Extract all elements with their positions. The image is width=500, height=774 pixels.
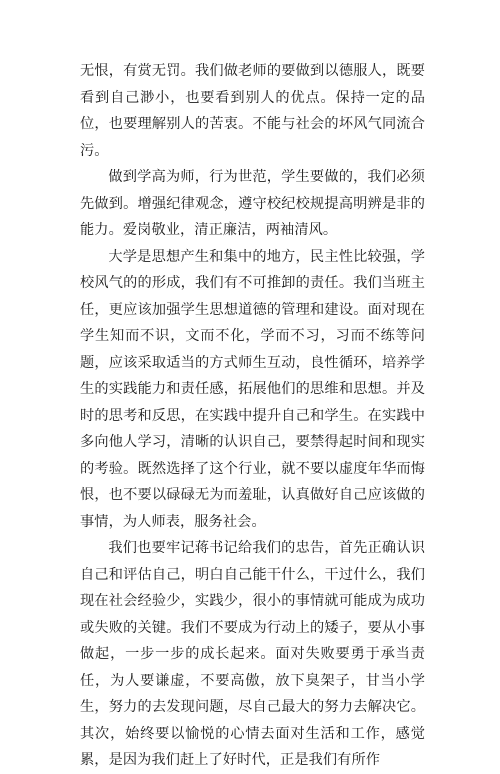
- paragraph-1: 无恨，有赏无罚。我们做老师的要做到以德服人，既要看到自己渺小，也要看到别人的优点。保持一定的品位，也要理解别人的苦衷。不能与社会的坏风气同流合污。: [80, 63, 425, 159]
- document-body: [80, 58, 425, 774]
- paragraph-3: 大学是思想产生和集中的地方，民主性比较强，学校风气的的形成，我们有不可推卸的责任。我们当班主任，更应该加强学生思想道德的管理和建设。面对现在学生知而不识，文而不化，学而不习，习而不练等问题，应该采取适当的方式师生互动，良性循环，培养学生的实践能力和责任感，拓展他们的思维和思想。并及时的思考和反思，在实践中提升自己和学生。在实践中多向他人学习，清晰的认识自己，要禁得起时间和现实的考验。既然选择了这个行业，就不要以虚度年华而悔恨，也不要以碌碌无为而羞耻，认真做好自己应该做的事情，为人师表，服务社会。: [80, 248, 425, 530]
- paragraph-2: 做到学高为师，行为世范，学生要做的，我们必须先做到。增强纪律观念，遵守校纪校规提高明辨是非的能力。爱岗敬业，清正廉洁，两袖清风。: [80, 169, 425, 238]
- paragraph-4: 我们也要牢记蒋书记给我们的忠告，首先正确认识自己和评估自己，明白自己能干什么，干过什么，我们现在社会经验少，实践少，很小的事情就可能成为成功或失败的关键。我们不要成为行动上的矮子，要从小事做起，一步一步的成长起来。面对失败要勇于承当责任，为人要谦虚，不要高傲，放下臭架子，甘当小学生，努力的去发现问题，尽自己最大的努力去解决它。其次，始终要以愉悦的心情去面对生活和工作，感觉累，是因为我们赶上了好时代，正是我们有所作: [80, 540, 425, 768]
